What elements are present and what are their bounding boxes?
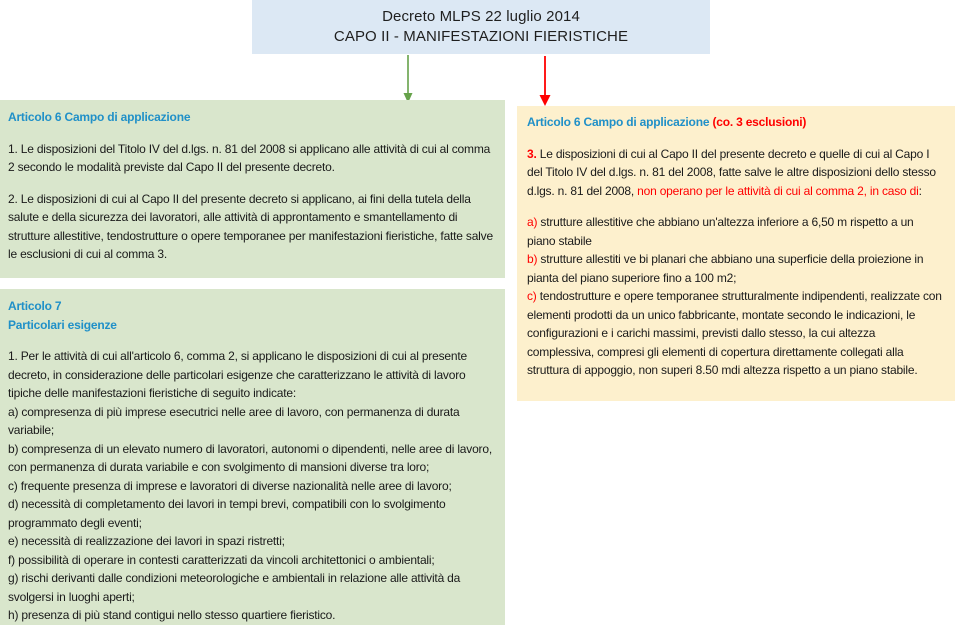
articolo-7-item-e: e) necessità di realizzazione dei lavori in spazi ristretti;: [8, 534, 285, 548]
red-down-arrow-icon: [538, 56, 552, 106]
esclusioni-item-c-text: tendostrutture e opere temporanee strutturalmente indipendenti, realizzate con elementi prodotti da un unico fabbricante, montate secondo le indicazioni, le configurazioni e i carichi massimi, previsti dallo stesso, la cui altezza complessiva, compresi gli elementi di copertura direttamente collegati alla struttura di appoggio, non superi 8.50 mdi altezza rispetto a un piano stabile.: [527, 289, 942, 377]
esclusioni-item-a-text: strutture allestitive che abbiano un'altezza inferiore a 6,50 m rispetto a un piano stabile: [527, 215, 914, 248]
esclusioni-item-a: [527, 213, 943, 250]
articolo-6-box: [0, 100, 505, 278]
articolo-6-heading: Articolo 6 Campo di applicazione: [8, 110, 191, 124]
articolo-7-box: [0, 289, 505, 625]
articolo-7-item-h: h) presenza di più stand contigui nello stesso quartiere fieristico.: [8, 608, 336, 622]
articolo-7-item-a: a) compresenza di più imprese esecutrici nelle aree di lavoro, con permanenza di durata variabile;: [8, 404, 460, 437]
comma-3-colon: :: [918, 183, 922, 198]
articolo-6-esclusioni-heading: [527, 113, 943, 132]
articolo-7-item-c: c) frequente presenza di imprese e lavoratori di diverse nazionalità nelle aree di lavoro;: [8, 478, 452, 493]
articolo-6-comma-3: [527, 145, 943, 201]
articolo-6-comma-2: 2. Le disposizioni di cui al Capo II del presente decreto si applicano, ai fini della tutela della salute e della sicurezza dei lavoratori, alle attività di approntamento e smantellamento di strutture allestitive, tendostrutture o opere temporanee per manifestazioni fieristiche, fatte salve le esclusioni di cui al comma 3.: [8, 191, 493, 261]
articolo-7-item-b: b) compresenza di un elevato numero di lavoratori, autonomi o dipendenti, nelle aree di lavoro, con permanenza di durata variabile e con svolgimento di mansioni diverse tra loro;: [8, 441, 492, 474]
articolo-7-intro: 1. Per le attività di cui all'articolo 6, comma 2, si applicano le disposizioni di cui al presente decreto, in considerazione delle particolari esigenze che caratterizzano le attività di lavoro tipiche delle manifestazioni fieristiche di seguito indicate:: [8, 349, 467, 400]
articolo-7-heading-line-2: Particolari esigenze: [8, 317, 117, 332]
articolo-6-esclusioni-heading-blue: Articolo 6 Campo di applicazione: [527, 115, 713, 129]
esclusioni-item-b-letter: b): [527, 252, 538, 266]
esclusioni-item-a-letter: a): [527, 215, 538, 229]
articolo-7-item-f: f) possibilità di operare in contesti caratterizzati da vincoli architettonici o ambientali;: [8, 552, 435, 567]
title-line-1: Decreto MLPS 22 luglio 2014: [382, 8, 580, 25]
title-box: [252, 0, 710, 54]
comma-3-text-black: Le disposizioni di cui al Capo II del presente decreto e quelle di cui al Capo I del Titolo IV del d.lgs. n. 81 del 2008, fatte salve le altre disposizioni dello stesso d.lgs. n. 81 del 2008,: [527, 146, 936, 198]
articolo-7-item-d: d) necessità di completamento dei lavori in tempi brevi, compatibili con lo svolgimento programmato degli eventi;: [8, 497, 446, 530]
esclusioni-item-c-letter: c): [527, 289, 537, 303]
esclusioni-item-c: [527, 287, 943, 380]
articolo-7-heading-line-1: Articolo 7: [8, 299, 62, 313]
title-line-2: CAPO II - MANIFESTAZIONI FIERISTICHE: [333, 28, 629, 45]
comma-3-text-red: non operano per le attività di cui al comma 2, in caso di: [637, 183, 919, 198]
esclusioni-item-b-text: strutture allestiti ve bi planari che abbiano una superficie della proiezione in pianta del piano superiore fino a 100 m2;: [527, 252, 924, 285]
articolo-7-item-g: g) rischi derivanti dalle condizioni meteorologiche e ambientali in relazione alle attività da svolgersi in luoghi aperti;: [8, 571, 461, 604]
articolo-6-esclusioni-box: [517, 106, 955, 401]
green-down-arrow-icon: [402, 55, 414, 103]
comma-3-number: 3.: [527, 146, 537, 161]
articolo-6-comma-1: 1. Le disposizioni del Titolo IV del d.lgs. n. 81 del 2008 si applicano alle attività di cui al comma 2 secondo le modalità previste dal Capo II del presente decreto.: [8, 141, 491, 174]
esclusioni-item-b: [527, 250, 943, 287]
articolo-6-esclusioni-heading-red: (co. 3 esclusioni): [712, 115, 807, 129]
articolo-7-heading: [8, 297, 495, 334]
